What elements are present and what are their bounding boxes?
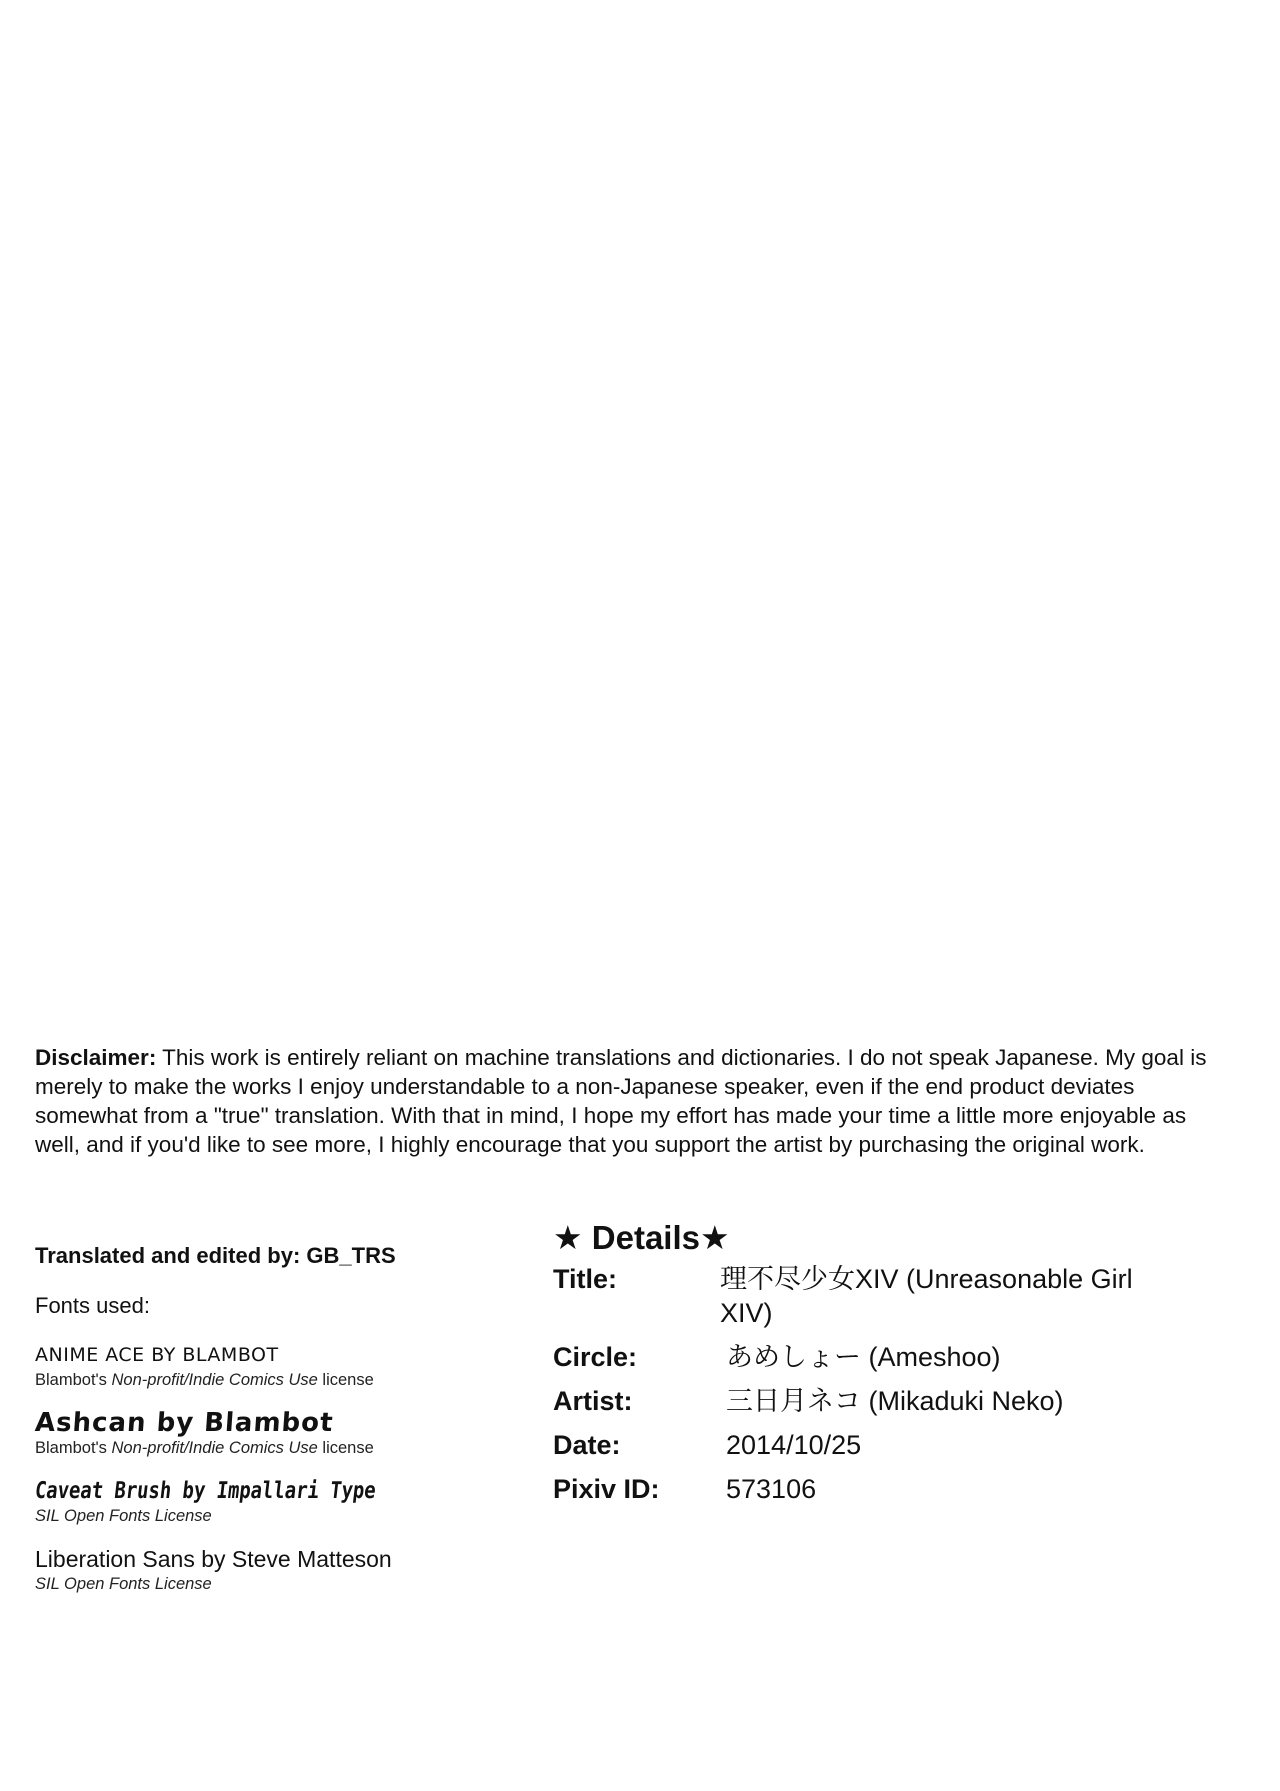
font-entry-liberation-sans [35,1544,515,1594]
license-italic: Non-profit/Indie Comics Use [111,1371,318,1389]
license-italic: Non-profit/Indie Comics Use [111,1439,318,1457]
detail-row-circle [553,1340,1253,1374]
detail-row-title [553,1262,1253,1330]
license-suffix: license [317,1371,374,1389]
font-name: Liberation Sans by Steve Matteson [35,1546,392,1572]
credits-section [35,1242,515,1612]
font-entry-caveat-brush [35,1476,515,1526]
font-license [35,1370,515,1390]
font-license: SIL Open Fonts License [35,1507,212,1525]
font-license: SIL Open Fonts License [35,1575,212,1593]
detail-value: 理不尽少女XIV (Unreasonable Girl XIV) [720,1264,1133,1328]
detail-row-pixiv-id [553,1472,1253,1506]
details-heading-text: Details [591,1219,700,1256]
detail-row-date [553,1428,1253,1462]
disclaimer-paragraph [35,1043,1225,1159]
detail-value: あめしょー (Ameshoo) [726,1342,1001,1372]
detail-value: 2014/10/25 [726,1430,862,1460]
font-license [35,1438,515,1458]
details-heading [553,1218,1253,1258]
disclaimer-label: Disclaimer: [35,1045,157,1070]
detail-row-artist [553,1384,1253,1418]
detail-value: 573106 [726,1474,817,1504]
font-name: Ashcan by Blambot [33,1408,335,1438]
details-section [553,1218,1253,1516]
font-name: Caveat Brush by Impallari Type [33,1478,378,1504]
license-prefix: Blambot's [35,1371,112,1389]
license-suffix: license [317,1439,374,1457]
detail-key: Circle: [553,1342,638,1372]
detail-key: Artist: [553,1386,633,1416]
detail-value: 三日月ネコ (Mikaduki Neko) [726,1386,1064,1416]
disclaimer-text: This work is entirely reliant on machine translations and dictionaries. I do not speak Japanese. My goal is merely to make the works I enjoy understandable to a non-Japanese speaker, even if the end product deviates somewhat from a "true" translation. With that in mind, I hope my effort has made your time a little more enjoyable as well, and if you'd like to see more, I highly encourage that you support the artist by purchasing the original work. [35,1045,1207,1157]
font-name: ANIME ACE BY BLAMBOT [35,1344,279,1366]
fonts-used-heading: Fonts used: [35,1293,150,1318]
translator-credit: Translated and edited by: GB_TRS [35,1243,396,1268]
star-icon: ★ [699,1219,730,1256]
star-icon: ★ [553,1219,583,1256]
detail-key: Title: [553,1264,618,1294]
font-entry-anime-ace [35,1340,515,1390]
license-prefix: Blambot's [35,1439,112,1457]
font-entry-ashcan [35,1408,515,1458]
detail-key: Pixiv ID: [553,1474,660,1504]
detail-key: Date: [553,1430,621,1460]
